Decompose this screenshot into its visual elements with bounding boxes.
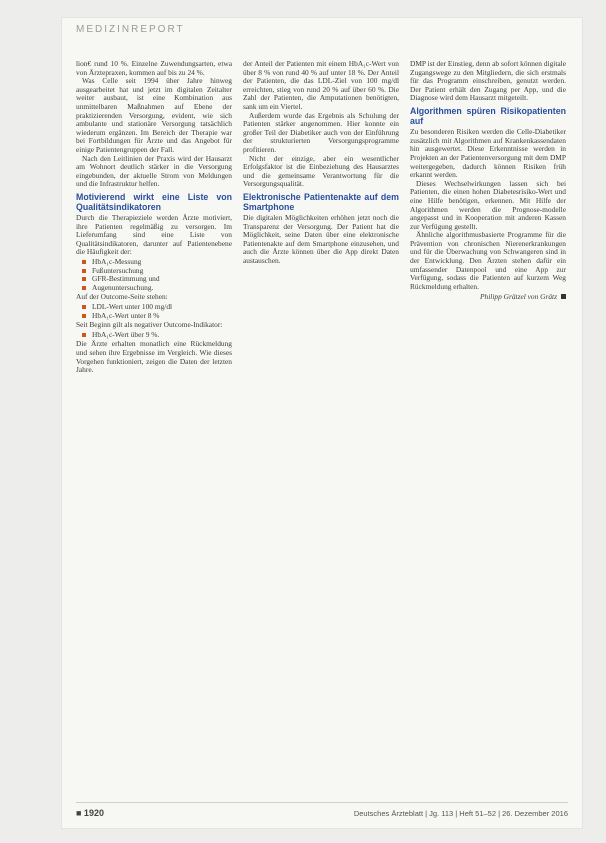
list-item: GFR-Bestimmung und (82, 275, 232, 284)
paragraph: Seit Beginn gilt als negativer Outcome-Indikator: (76, 320, 223, 330)
paragraph: Dieses Wechselwirkungen lassen sich bei Patienten, die einen hohen Diabetesrisiko-Wert und eine Hilfe benötigen, erkennen. Mit Hilfe der Algorithmen werden die Prognose-modelle angepasst und in Kooperation mit anderen Kassen zur Verfügung gestellt. (410, 178, 566, 231)
paragraph: DMP ist der Einstieg, denn ab sofort können digitale Zugangswege zu den Mitgliedern, die sich erstmals für das Programm einschreiben, genutzt werden. Der Patient erhält den Zugang per App, und die Diagnose wird dem Hausarzt mitgeteilt. (410, 60, 566, 103)
paragraph: Nach den Leitlinien der Praxis wird der Hausarzt am Wohnort deutlich stärker in die Versorgung eingebunden, der aktuelle Strom von Meldungen und die Infrastruktur helfen. (76, 153, 232, 189)
footer-rule (76, 802, 568, 803)
bullet-list (76, 258, 232, 292)
list-item: LDL-Wert unter 100 mg/dl (82, 303, 232, 312)
paragraph: Ähnliche algorithmusbasierte Programme für die Prävention von chronischen Nierenerkrankungen und für die Überwachung von Schwangeren sind in der Entwicklung. Den Ärzten stehen dafür ein umfassender Datenpool und eine App zur Verfügung, sodass die Patienten auf kurzem Weg Rückmeldung erhalten. (410, 230, 566, 291)
paragraph: Auf der Outcome-Seite stehen: (76, 292, 168, 302)
paragraph: Zu besonderen Risiken werden die Celle-Diabetiker zusätzlich mit Algorithmen auf Krankenkassendaten hin ausgewertet. Diese Erkenntnisse werden in Projekten an der Patientenversorgung mit dem DMP weitergegeben, dadurch können Risiken früh erkannt werden. (410, 127, 566, 180)
list-item: HbA₁c-Wert unter 8 % (82, 312, 232, 321)
text-column-3 (410, 60, 566, 778)
list-item: HbA₁c-Wert über 9 %. (82, 331, 232, 340)
magazine-page (62, 18, 582, 828)
paragraph: Außerdem wurde das Ergebnis als Schulung der Patienten stärker angenommen. Hier konnte ein großer Teil der Diabetiker auch von der Einführung der strukturierten Versorgungsprogramme profitieren. (243, 110, 399, 154)
paragraph: Nicht der einzige, aber ein wesentlicher Erfolgsfaktor ist die Einbeziehung des Hausarztes und die gemeinsame Verantwortung für die Versorgungsqualität. (243, 153, 399, 189)
bullet-list (76, 331, 232, 340)
paragraph: Was Celle seit 1994 über Jahre hinweg ausgearbeitet hat und jetzt im digitalen Zeitalter weiter ausbaut, ist eine Kombination aus unmittelbaren Maßnahmen auf Ebene der praktizierenden Versorgung, evident, wie sich ambulante und stationäre Versorgung tatsächlich wiederum ergänzen. Im Bereich der Therapie war bei Fortbildungen für Ärzte und das Angebot für einige Patientengruppen der Fall. (76, 76, 232, 154)
page-number: ■ 1920 (76, 808, 104, 818)
list-item: Augenuntersuchung. (82, 284, 232, 293)
bullet-list (76, 303, 232, 320)
paragraph: der Anteil der Patienten mit einem HbA₁c-Wert von über 8 % von rund 40 % auf unter 18 %. Der Anteil der Patienten, die das LDL-Ziel von 100 mg/dl erreichten, stieg von rund 20 % auf über 60 %. Die Zahl der Patienten, die Amputationen benötigten, sank um ein Viertel. (243, 60, 399, 111)
subheading: Algorithmen spüren Risikopatienten auf (410, 105, 566, 126)
list-item: Fußuntersuchung (82, 267, 232, 276)
paragraph: Die Ärzte erhalten monatlich eine Rückmeldung und sehen ihre Ergebnisse im Vergleich. Wie dieses Vorgehen funktioniert, zeigen die Daten der letzten Jahre. (76, 339, 232, 375)
text-column-1 (76, 60, 232, 778)
paragraph: lion€ rund 10 %. Einzelne Zuwendungsarten, etwa von Ärztepraxen, kommen auf bis zu 24 %. (76, 60, 232, 77)
subheading: Elektronische Patientenakte auf dem Smartphone (243, 191, 399, 212)
end-of-article-icon (561, 294, 566, 299)
journal-citation: Deutsches Ärzteblatt | Jg. 113 | Heft 51–52 | 26. Dezember 2016 (353, 809, 568, 818)
text-column-2 (243, 60, 399, 778)
paragraph: Die digitalen Möglichkeiten erhöhen jetzt noch die Transparenz der Versorgung. Der Patient hat die Möglichkeit, seine Daten über eine elektronische Patientenakte auf dem Smartphone einzusehen, und auch die Ärzte können über die App direkt Daten austauschen. (243, 213, 399, 266)
section-label: MEDIZINREPORT (76, 24, 185, 35)
author-credit (410, 293, 566, 302)
paragraph: Durch die Therapieziele werden Ärzte motiviert, ihre Patienten regelmäßig zu versorgen. Im Lieferumfang sind eine Liste von Qualitätsindikatoren, darunter auf Patientenebene die Häufigkeit der: (76, 213, 232, 257)
list-item: HbA₁c-Messung (82, 258, 232, 267)
page-footer (76, 808, 568, 820)
subheading: Motivierend wirkt eine Liste von Qualitätsindikatoren (76, 191, 232, 212)
author-name: Philipp Grätzel von Grätz (480, 292, 557, 302)
